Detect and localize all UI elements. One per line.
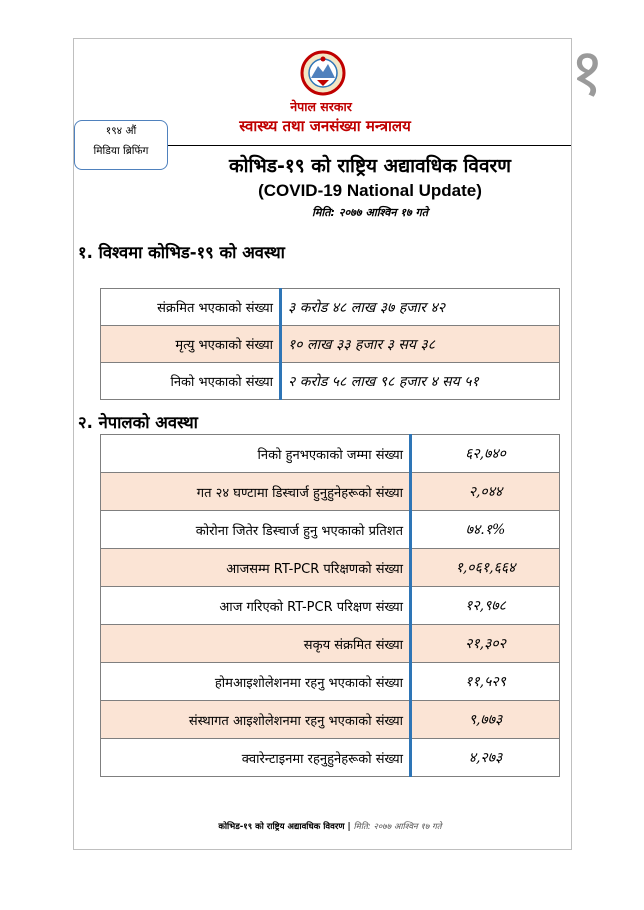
nepal-emblem-icon [300,50,346,96]
row-value: २१,३०२ [411,625,560,663]
media-briefing-badge [74,120,168,170]
row-value: १२,९७८ [411,587,560,625]
row-value: २,०४४ [411,473,560,511]
row-label: निको हुनभएकाको जम्मा संख्या [101,435,411,473]
row-value: १० लाख ३३ हजार ३ सय ३८ [281,326,560,363]
page-footer [180,821,480,832]
page-title-english: (COVID-19 National Update) [258,181,482,200]
nepal-status-table [100,434,560,777]
row-value: १,०६१,६६४ [411,549,560,587]
row-value: ४,२७३ [411,739,560,777]
footer-date: मिति: २०७७ आश्विन १७ गते [353,822,442,832]
briefing-label: मिडिया ब्रिफिंग [93,145,149,157]
row-label: सकृय संक्रमित संख्या [101,625,411,663]
briefing-number: १९४ औं [105,125,137,137]
table-row [101,473,560,511]
row-label: होमआइशोलेशनमा रहनु भएकाको संख्या [101,663,411,701]
page-number: १ [570,34,605,111]
footer-title: कोभिड-१९ को राष्ट्रिय अद्यावधिक विवरण | [218,822,351,832]
table-row [101,701,560,739]
row-label: कोरोना जितेर डिस्चार्ज हुनु भएकाको प्रतिशत [101,511,411,549]
report-date: मिति: २०७७ आश्विन १७ गते [311,206,429,219]
page-title: कोभिड-१९ को राष्ट्रिय अद्यावधिक विवरण [228,155,512,177]
row-value: ६२,७४० [411,435,560,473]
table-row [101,663,560,701]
row-label: आज गरिएको RT-PCR परिक्षण संख्या [101,587,411,625]
header-divider [168,145,571,146]
row-label: आजसम्म RT-PCR परिक्षणको संख्या [101,549,411,587]
table-row [101,587,560,625]
table-row [101,435,560,473]
row-label: निको भएकाको संख्या [101,363,281,400]
section-world-heading: १. विश्वमा कोभिड-१९ को अवस्था [78,243,285,262]
table-row [101,326,560,363]
section-nepal-heading: २. नेपालको अवस्था [78,413,198,432]
row-label: संक्रमित भएकाको संख्या [101,289,281,326]
ministry-name: स्वास्थ्य तथा जनसंख्या मन्त्रालय [239,117,411,135]
row-value: २ करोड ५८ लाख ९८ हजार ४ सय ५१ [281,363,560,400]
row-label: क्वारेन्टाइनमा रहनुहुनेहरूको संख्या [101,739,411,777]
row-value: ११,५२९ [411,663,560,701]
table-row [101,289,560,326]
table-row [101,511,560,549]
government-name: नेपाल सरकार [290,99,352,114]
table-row [101,739,560,777]
world-status-table [100,288,560,400]
table-row [101,363,560,400]
table-row [101,549,560,587]
row-value: ९,७७३ [411,701,560,739]
row-value: ७४.१% [411,511,560,549]
row-label: मृत्यु भएकाको संख्या [101,326,281,363]
row-label: संस्थागत आइशोलेशनमा रहनु भएकाको संख्या [101,701,411,739]
row-label: गत २४ घण्टामा डिस्चार्ज हुनुहुनेहरूको संख्या [101,473,411,511]
row-value: ३ करोड ४८ लाख ३७ हजार ४२ [281,289,560,326]
table-row [101,625,560,663]
